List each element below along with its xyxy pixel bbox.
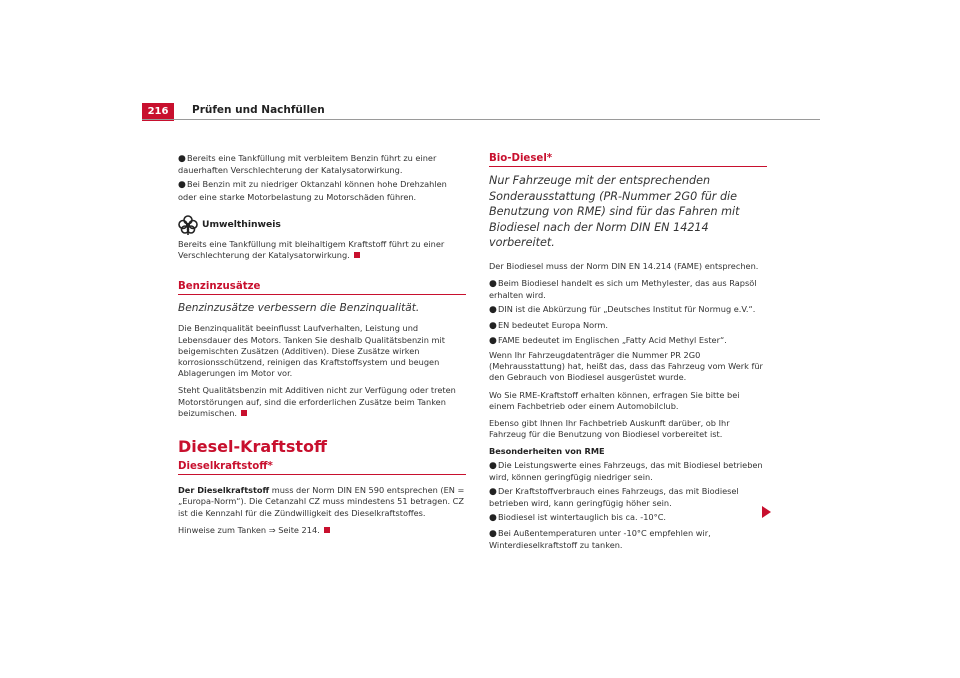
list-item-text: Die Leistungswerte eines Fahrzeugs, das mit Biodiesel betrieben wird, können geringfügig niedriger sein. bbox=[489, 459, 763, 482]
left-column bbox=[178, 153, 466, 542]
list-item bbox=[489, 512, 767, 524]
paragraph: Ebenso gibt Ihnen Ihr Fachbetrieb Auskunft darüber, ob Ihr Fahrzeug für die Benutzung von Biodiesel vorbereitet ist. bbox=[489, 417, 730, 440]
list-item-text: FAME bedeutet im Englischen „Fatty Acid Methyl Ester“. bbox=[498, 334, 727, 345]
bullet-icon: ● bbox=[489, 305, 497, 316]
section-intro: Nur Fahrzeuge mit der entsprechenden Sonderausstattung (PR-Nummer 2G0 für die Benutzung von RME) sind für das Fahren mit Biodiesel nach der Norm DIN EN 14214 vorbereitet. bbox=[489, 174, 740, 250]
bullet-icon: ● bbox=[489, 320, 497, 331]
environment-note-text: Bereits eine Tankfüllung mit bleihaltigem Kraftstoff führt zu einer Verschlechterung der Katalysatorwirkung. bbox=[178, 238, 445, 261]
paragraph: Wenn Ihr Fahrzeugdatenträger die Nummer PR 2G0 (Mehrausstattung) hat, heißt das, dass das Fahrzeug vom Werk für den Gebrauch von Biodiesel ausgerüstet wurde. bbox=[489, 349, 763, 383]
list-item bbox=[489, 320, 767, 332]
list-item bbox=[489, 278, 767, 301]
list-item-text: Beim Biodiesel handelt es sich um Methylester, das aus Rapsöl erhalten wird. bbox=[489, 277, 757, 301]
term-bold: Der Dieselkraftstoff bbox=[178, 485, 270, 496]
subheading: Besonderheiten von RME bbox=[489, 446, 605, 457]
section-heading-bio-diesel: Bio-Diesel* bbox=[489, 153, 767, 167]
paragraph: Der Dieselkraftstoff muss der Norm DIN EN 590 entsprechen (EN = „Europa-Norm“). Die Cetanzahl CZ muss mindestens 51 betragen. CZ ist die Kennzahl für die Zündwilligkeit des Dieselkraftstoffes. bbox=[178, 485, 465, 518]
page-reference: Hinweise zum Tanken ⇒ Seite 214. bbox=[178, 525, 466, 536]
list-item bbox=[178, 153, 466, 176]
flower-icon bbox=[178, 215, 198, 235]
list-item bbox=[489, 460, 767, 483]
list-item-text: Bei Benzin mit zu niedriger Oktanzahl können hohe Drehzahlen oder eine starke Motorbelastung zu Motorschäden führen. bbox=[178, 179, 447, 202]
list-item-text: EN bedeutet Europa Norm. bbox=[498, 319, 608, 330]
bullet-icon: ● bbox=[489, 460, 497, 471]
bullet-icon: ● bbox=[489, 335, 497, 346]
right-column bbox=[489, 153, 767, 554]
page-number: 216 bbox=[142, 103, 174, 121]
paragraph: Die Benzinqualität beeinflusst Laufverhalten, Leistung und Lebensdauer des Motors. Tanken Sie deshalb Qualitätsbenzin mit beigemischten Zusätzen (Additiven). Diese Zusätze wirken korrosionsschützend, reinigen das Kraftstoffsystem und beugen Ablagerungen im Motor vor. bbox=[178, 323, 445, 379]
page-header-title: Prüfen und Nachfüllen bbox=[192, 104, 325, 116]
section-end-square-icon bbox=[324, 527, 330, 533]
list-item bbox=[489, 486, 767, 509]
bullet-icon: ● bbox=[489, 513, 497, 524]
bullet-icon: ● bbox=[489, 278, 497, 289]
environment-note-title: Umwelthinweis bbox=[202, 219, 281, 231]
list-item bbox=[489, 528, 767, 551]
bullet-icon: ● bbox=[489, 486, 497, 497]
list-item bbox=[489, 304, 767, 316]
list-item bbox=[178, 179, 466, 202]
section-end-square-icon bbox=[241, 410, 247, 416]
section-intro: Benzinzusätze verbessern die Benzinqualität. bbox=[178, 302, 420, 315]
header-divider bbox=[142, 119, 820, 120]
bullet-icon: ● bbox=[178, 180, 186, 191]
section-end-square-icon bbox=[354, 252, 360, 258]
section-heading-dieselkraftstoff: Dieselkraftstoff* bbox=[178, 461, 466, 475]
bullet-icon: ● bbox=[489, 528, 497, 539]
list-item-text: Bereits eine Tankfüllung mit verbleitem Benzin führt zu einer dauerhaften Verschlechterung der Katalysatorwirkung. bbox=[178, 153, 437, 176]
list-item-text: Biodiesel ist wintertauglich bis ca. -10°C. bbox=[498, 512, 667, 523]
paragraph: Steht Qualitätsbenzin mit Additiven nicht zur Verfügung oder treten Motorstörungen auf, sind die erforderlichen Zusätze beim Tanken beizumischen. bbox=[178, 385, 456, 418]
environment-note-header bbox=[178, 215, 466, 235]
list-item-text: DIN ist die Abkürzung für „Deutsches Institut für Normug e.V.“. bbox=[498, 304, 756, 315]
next-page-arrow-icon[interactable] bbox=[762, 506, 771, 518]
paragraph: Wo Sie RME-Kraftstoff erhalten können, erfragen Sie bitte bei einem Fachbetrieb oder einem Automobilclub. bbox=[489, 389, 740, 411]
list-item bbox=[489, 335, 767, 347]
bullet-icon: ● bbox=[178, 154, 186, 164]
list-item-text: Der Kraftstoffverbrauch eines Fahrzeugs, das mit Biodiesel betrieben wird, kann geringfügig höher sein. bbox=[489, 485, 739, 509]
section-heading-benzinzusaetze: Benzinzusätze bbox=[178, 281, 466, 295]
paragraph: Der Biodiesel muss der Norm DIN EN 14.214 (FAME) entsprechen. bbox=[489, 260, 759, 271]
chapter-title: Diesel-Kraftstoff bbox=[178, 437, 327, 457]
list-item-text: Bei Außentemperaturen unter -10°C empfehlen wir, Winterdieselkraftstoff zu tanken. bbox=[489, 527, 711, 550]
